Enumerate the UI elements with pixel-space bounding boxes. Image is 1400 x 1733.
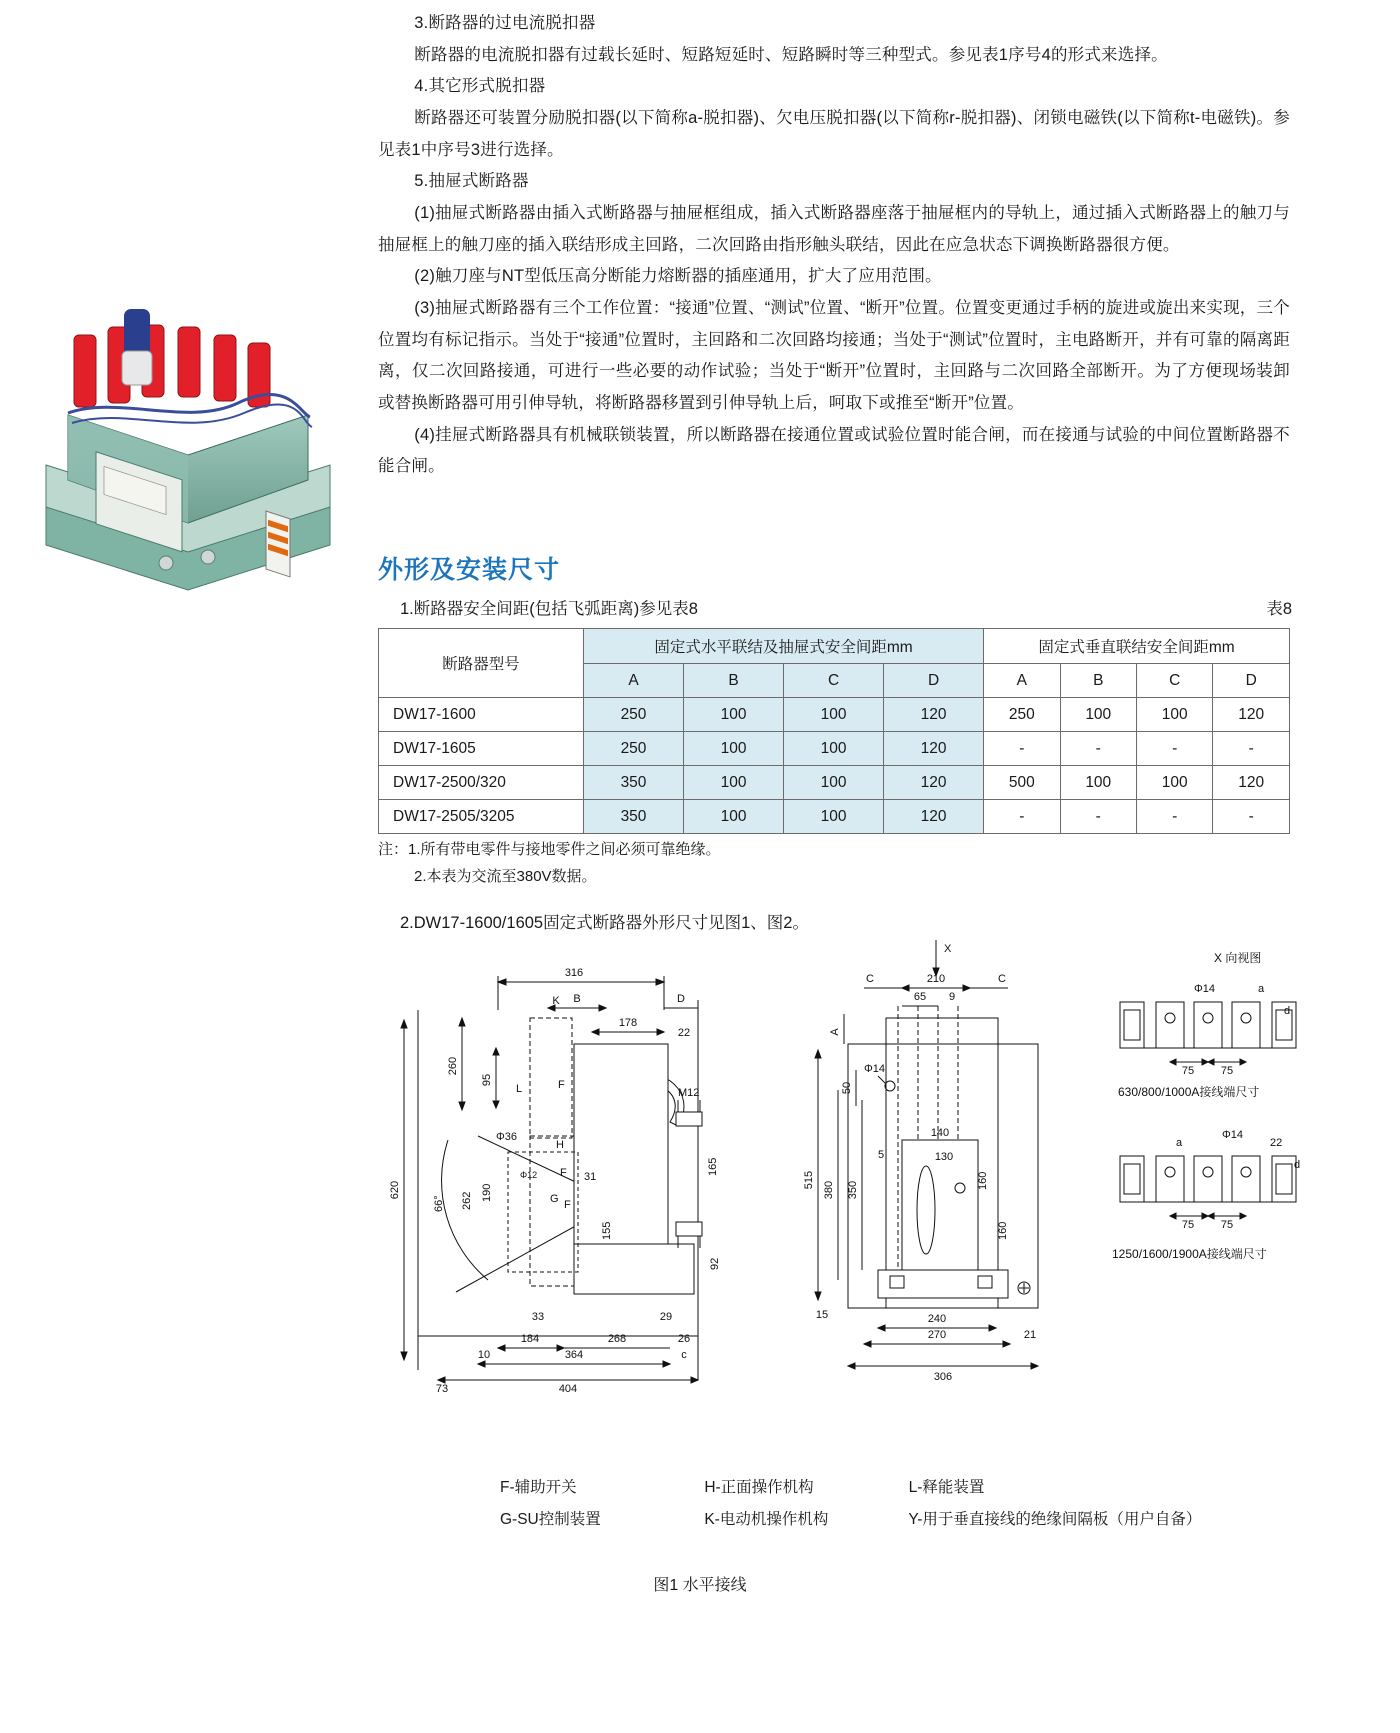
safety-clearance-table	[378, 628, 1290, 834]
cell-value: 100	[684, 732, 784, 766]
svg-text:515: 515	[803, 1170, 815, 1190]
svg-text:22: 22	[677, 1027, 691, 1039]
svg-text:155: 155	[601, 1221, 613, 1240]
svg-text:C: C	[866, 973, 874, 985]
svg-text:D: D	[677, 993, 685, 1005]
cell-value: 100	[784, 800, 884, 834]
cell-value: 350	[584, 766, 684, 800]
para-5-2: (2)触刀座与NT型低压高分断能力熔断器的插座通用，扩大了应用范围。	[414, 267, 942, 286]
note-3: 2.DW17-1600/1605固定式断路器外形尺寸见图1、图2。	[400, 914, 809, 932]
left-view	[389, 967, 721, 1395]
cell-value: 120	[1213, 766, 1290, 800]
th-group-vertical: 固定式垂直联结安全间距mm	[984, 629, 1290, 664]
legend-item: Y-用于垂直接线的绝缘间隔板（用户自备）	[908, 1510, 1202, 1528]
svg-text:165: 165	[707, 1157, 719, 1176]
svg-text:75: 75	[1181, 1219, 1195, 1231]
cell-value: 120	[1213, 698, 1290, 732]
svg-text:210: 210	[926, 973, 946, 985]
svg-text:270: 270	[927, 1329, 947, 1341]
para-5-4: (4)挂屉式断路器具有机械联锁装置，所以断路器在接通位置或试验位置时能合闸，而在接通与试验的中间位置断路器不能合闸。	[378, 425, 1290, 476]
cell-value: 120	[884, 732, 984, 766]
cell-value: -	[1060, 732, 1136, 766]
para-5-3: (3)抽屉式断路器有三个工作位置：“接通”位置、“测试”位置、“断开”位置。位置变更通过手柄的旋进或旋出来实现，三个位置均有标记指示。当处于“接通”位置时，主回路和二次回路均接通；当处于“测试”位置时，主电路断开，并有可靠的隔离距离，仅二次回路接通，可进行一些必要的动作试验；当处于“断开”位置时，主回路与二次回路全部断开。为了方便现场装卸或替换断路器可用引伸导轨，将断路器移置到引伸导轨上后，呵取下或推至“断开”位置。	[378, 299, 1290, 413]
svg-text:95: 95	[481, 1073, 493, 1087]
cell-value: 100	[684, 766, 784, 800]
svg-text:130: 130	[934, 1151, 954, 1163]
svg-text:X: X	[944, 943, 952, 955]
cell-value: -	[1136, 732, 1212, 766]
svg-text:316: 316	[564, 967, 584, 979]
cell-model: DW17-1600	[379, 698, 584, 732]
svg-text:X 向视图: X 向视图	[1214, 951, 1262, 965]
table-row	[379, 732, 1290, 766]
svg-text:B: B	[573, 993, 581, 1005]
svg-text:364: 364	[564, 1349, 584, 1361]
svg-text:Φ12: Φ12	[520, 1170, 538, 1180]
cell-model: DW17-1605	[379, 732, 584, 766]
table-row	[379, 698, 1290, 732]
svg-text:d: d	[1284, 1005, 1291, 1017]
svg-text:10: 10	[477, 1349, 491, 1361]
svg-text:26: 26	[677, 1333, 691, 1345]
table-row	[379, 800, 1290, 834]
svg-text:190: 190	[481, 1183, 493, 1202]
svg-text:a: a	[1176, 1137, 1183, 1149]
figure-caption: 图1 水平接线	[653, 1577, 747, 1594]
svg-text:350: 350	[847, 1180, 859, 1200]
svg-text:31: 31	[584, 1171, 597, 1183]
svg-text:33: 33	[531, 1311, 545, 1323]
legend-item: H-正面操作机构	[704, 1479, 814, 1496]
svg-text:184: 184	[520, 1333, 540, 1345]
para-5-1: (1)抽屉式断路器由插入式断路器与抽屉框组成，插入式断路器座落于抽屉框内的导轨上，通过插入式断路器上的触刀与抽屉框上的触刀座的插入联结形成主回路，二次回路由指形触头联结，因此在应急状态下调换断路器很方便。	[378, 204, 1290, 254]
cell-value: 100	[1060, 698, 1136, 732]
notes-label: 注：	[378, 841, 409, 858]
para-heading-5: 5.抽屉式断路器	[414, 172, 529, 191]
svg-text:73: 73	[435, 1383, 449, 1395]
svg-text:75: 75	[1181, 1065, 1195, 1077]
svg-text:G: G	[550, 1193, 559, 1205]
svg-text:21: 21	[1023, 1329, 1037, 1341]
th-sub-a1: A	[584, 664, 684, 698]
cell-value: 100	[784, 766, 884, 800]
svg-text:F: F	[564, 1199, 571, 1211]
cell-model: DW17-2505/3205	[379, 800, 584, 834]
svg-text:d: d	[1294, 1159, 1301, 1171]
th-sub-b1: B	[684, 664, 784, 698]
technical-drawing-figure1	[378, 940, 1378, 1440]
cell-value: -	[1060, 800, 1136, 834]
svg-text:262: 262	[461, 1191, 473, 1210]
cell-value: 100	[684, 800, 784, 834]
cell-value: 100	[684, 698, 784, 732]
body-text	[378, 8, 1290, 483]
cell-value: -	[1213, 800, 1290, 834]
svg-text:1250/1600/1900A接线端尺寸: 1250/1600/1900A接线端尺寸	[1112, 1247, 1267, 1261]
cell-value: 100	[1060, 766, 1136, 800]
para-4: 断路器还可装置分励脱扣器(以下简称a-脱扣器)、欠电压脱扣器(以下简称r-脱扣器)、闭锁电磁铁(以下简称t-电磁铁)。参见表1中序号3进行选择。	[378, 109, 1290, 159]
cell-value: -	[1213, 732, 1290, 766]
svg-text:92: 92	[709, 1257, 721, 1270]
para-heading-3: 3.断路器的过电流脱扣器	[414, 14, 596, 32]
table-number: 表8	[1266, 600, 1292, 618]
svg-text:65: 65	[913, 991, 927, 1003]
product-photo	[38, 295, 338, 595]
svg-text:160: 160	[997, 1221, 1009, 1240]
svg-text:F: F	[560, 1167, 567, 1179]
svg-text:L: L	[516, 1083, 523, 1095]
svg-text:50: 50	[841, 1081, 853, 1095]
cell-value: 120	[884, 800, 984, 834]
x-direction-view	[1112, 951, 1300, 1261]
svg-text:66°: 66°	[433, 1195, 445, 1212]
cell-value: -	[984, 800, 1060, 834]
svg-text:a: a	[1258, 983, 1265, 995]
svg-text:Φ14: Φ14	[864, 1063, 886, 1075]
legend-item: G-SU控制装置	[500, 1510, 601, 1528]
svg-text:C: C	[998, 973, 1006, 985]
table-row	[379, 766, 1290, 800]
svg-text:M12: M12	[678, 1087, 700, 1099]
svg-text:620: 620	[389, 1180, 401, 1200]
cell-value: 350	[584, 800, 684, 834]
svg-text:178: 178	[618, 1017, 638, 1029]
section-heading: 外形及安装尺寸	[378, 556, 561, 584]
svg-text:Φ36: Φ36	[496, 1131, 518, 1143]
th-sub-d2: D	[1213, 664, 1290, 698]
svg-text:Φ14: Φ14	[1222, 1129, 1244, 1141]
svg-text:268: 268	[607, 1333, 627, 1345]
cell-value: 250	[984, 698, 1060, 732]
para-3: 断路器的电流脱扣器有过载长延时、短路短延时、短路瞬时等三种型式。参见表1序号4的形式来选择。	[414, 45, 1168, 64]
para-heading-4: 4.其它形式脱扣器	[414, 77, 546, 96]
svg-text:22: 22	[1270, 1137, 1283, 1149]
svg-text:75: 75	[1220, 1065, 1234, 1077]
svg-text:F: F	[558, 1079, 565, 1091]
cell-value: 100	[784, 732, 884, 766]
svg-text:240: 240	[927, 1313, 947, 1325]
table-intro-line: 1.断路器安全间距(包括飞弧距离)参见表8	[400, 600, 698, 618]
svg-text:29: 29	[659, 1311, 673, 1323]
note-2: 2.本表为交流至380V数据。	[414, 868, 597, 885]
front-view	[803, 940, 1038, 1383]
th-sub-c2: C	[1136, 664, 1212, 698]
svg-text:140: 140	[930, 1127, 950, 1139]
svg-text:K: K	[552, 995, 560, 1007]
th-sub-a2: A	[984, 664, 1060, 698]
th-model: 断路器型号	[379, 629, 584, 698]
svg-text:630/800/1000A接线端尺寸: 630/800/1000A接线端尺寸	[1118, 1085, 1260, 1099]
th-sub-b2: B	[1060, 664, 1136, 698]
th-sub-c1: C	[784, 664, 884, 698]
svg-text:H: H	[556, 1139, 564, 1151]
cell-value: 120	[884, 698, 984, 732]
svg-text:160: 160	[977, 1171, 989, 1190]
svg-text:Φ14: Φ14	[1194, 983, 1216, 995]
svg-text:9: 9	[948, 991, 956, 1003]
svg-text:306: 306	[933, 1371, 953, 1383]
cell-value: 250	[584, 698, 684, 732]
cell-value: 100	[1136, 766, 1212, 800]
legend-item: K-电动机操作机构	[704, 1510, 829, 1528]
cell-value: 100	[784, 698, 884, 732]
cell-value: 250	[584, 732, 684, 766]
svg-text:380: 380	[823, 1180, 835, 1200]
legend-item: L-释能装置	[908, 1479, 985, 1496]
svg-text:404: 404	[558, 1383, 578, 1395]
svg-text:75: 75	[1220, 1219, 1234, 1231]
svg-text:5: 5	[878, 1149, 885, 1161]
cell-value: 100	[1136, 698, 1212, 732]
table-notes	[378, 836, 721, 890]
th-group-horizontal: 固定式水平联结及抽屉式安全间距mm	[584, 629, 984, 664]
cell-value: 500	[984, 766, 1060, 800]
cell-value: -	[1136, 800, 1212, 834]
cell-value: 120	[884, 766, 984, 800]
svg-text:15: 15	[815, 1309, 829, 1321]
svg-text:c: c	[681, 1349, 687, 1361]
drawing-legend	[500, 1472, 1201, 1536]
cell-value: -	[984, 732, 1060, 766]
cell-model: DW17-2500/320	[379, 766, 584, 800]
th-sub-d1: D	[884, 664, 984, 698]
note-1: 1.所有带电零件与接地零件之间必须可靠绝缘。	[408, 841, 721, 858]
legend-item: F-辅助开关	[500, 1479, 577, 1496]
svg-text:260: 260	[447, 1056, 459, 1076]
svg-text:A: A	[829, 1028, 841, 1036]
